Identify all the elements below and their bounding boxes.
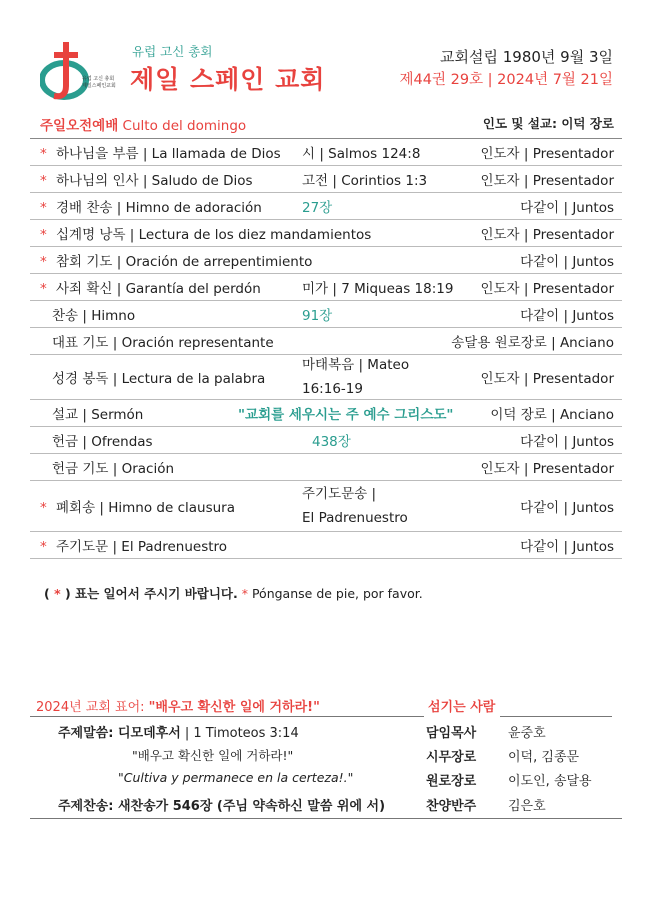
table-row	[30, 427, 622, 454]
item-leader: 인도자 | Presentador	[480, 173, 614, 189]
item-leader: 인도자 | Presentador	[480, 281, 614, 297]
logo-text: 유럽 고신 총회	[82, 76, 115, 82]
item-leader: 다같이 | Juntos	[520, 308, 614, 324]
theme-verse: 주제말씀: 디모데후서 | 1 Timoteos 3:14	[58, 726, 299, 741]
service-preacher: 인도 및 설교: 이덕 장로	[482, 116, 614, 131]
server-names: 김은호	[508, 799, 546, 814]
item-label: 성경 봉독 | Lectura de la palabra	[52, 371, 266, 387]
table-row	[30, 481, 622, 532]
table-row	[30, 274, 622, 301]
service-title-ko: 주일오전예배	[40, 118, 119, 134]
church-logo	[40, 40, 120, 102]
table-row	[30, 400, 622, 427]
item-leader: 다같이 | Juntos	[520, 254, 614, 270]
divider	[30, 716, 424, 717]
theme-quote-ko: "배우고 확신한 일에 거하라!"	[132, 748, 294, 763]
server-names: 이도인, 송달용	[508, 774, 592, 789]
table-row	[30, 301, 622, 328]
item-label: 하나님의 인사 | Saludo de Dios	[56, 173, 253, 189]
sermon-title: "교회를 세우시는 주 예수 그리스도"	[238, 407, 454, 423]
item-label: 주기도문 | El Padrenuestro	[56, 539, 228, 555]
service-header	[30, 112, 622, 136]
item-leader: 다같이 | Juntos	[520, 539, 614, 555]
issue-number: 제44권 29호 | 2024년 7월 21일	[399, 72, 613, 88]
item-reference: 91장	[302, 308, 333, 324]
item-leader: 다같이 | Juntos	[520, 500, 614, 516]
stand-marker: *	[40, 146, 47, 162]
item-leader: 이덕 장로 | Anciano	[490, 407, 614, 423]
item-label: 헌금 기도 | Oración	[52, 461, 175, 477]
svg-text:제일스페인교회: 제일스페인교회	[82, 83, 116, 89]
stand-marker: *	[40, 227, 47, 243]
table-row	[30, 355, 622, 400]
church-name: 제일 스페인 교회	[130, 65, 326, 94]
item-leader: 다같이 | Juntos	[520, 200, 614, 216]
org-name: 유럽 고신 총회	[132, 44, 213, 59]
table-row	[30, 220, 622, 247]
service-title	[40, 114, 246, 134]
item-leader: 다같이 | Juntos	[520, 434, 614, 450]
stand-marker: *	[40, 500, 47, 516]
item-reference: 시 | Salmos 124:8	[302, 146, 421, 162]
server-role: 원로장로	[426, 774, 477, 789]
item-label: 경배 찬송 | Himno de adoración	[56, 200, 262, 216]
servers-title: 섬기는 사람	[428, 700, 496, 715]
stand-marker: *	[40, 200, 47, 216]
server-role: 시무장로	[426, 750, 477, 765]
standing-note: ( * ) 표는 일어서 주시기 바랍니다. * Pónganse de pie, por favor.	[44, 586, 423, 601]
server-role: 담임목사	[426, 726, 477, 741]
table-row	[30, 193, 622, 220]
item-label: 찬송 | Himno	[52, 308, 136, 324]
table-row	[30, 247, 622, 274]
item-reference: 고전 | Corintios 1:3	[302, 173, 428, 189]
item-leader: 인도자 | Presentador	[480, 371, 614, 387]
table-row	[30, 139, 622, 166]
item-leader: 송달용 원로장로 | Anciano	[451, 335, 614, 351]
service-title-es: Culto del domingo	[122, 118, 247, 134]
item-label: 설교 | Sermón	[52, 407, 144, 423]
item-leader: 인도자 | Presentador	[480, 227, 614, 243]
stand-marker: *	[40, 254, 47, 270]
item-label: 참회 기도 | Oración de arrepentimiento	[56, 254, 313, 270]
table-row	[30, 454, 622, 481]
item-reference: 27장	[302, 200, 333, 216]
table-row	[30, 166, 622, 193]
stand-marker: *	[40, 539, 47, 555]
church-motto: 2024년 교회 표어: "배우고 확신한 일에 거하라!"	[36, 700, 320, 715]
item-label: 십계명 낭독 | Lectura de los diez mandamientos	[56, 227, 372, 243]
item-reference: 438장	[312, 434, 351, 450]
item-label: 하나님을 부름 | La llamada de Dios	[56, 146, 281, 162]
item-reference: 주기도문송 | El Padrenuestro	[302, 486, 408, 526]
stand-marker: *	[40, 281, 47, 297]
item-label: 대표 기도 | Oración representante	[52, 335, 274, 351]
item-label: 폐회송 | Himno de clausura	[56, 500, 235, 516]
item-reference: 미가 | 7 Miqueas 18:19	[302, 281, 454, 297]
order-of-service	[30, 138, 622, 559]
table-row	[30, 532, 622, 559]
table-row	[30, 328, 622, 355]
item-leader: 인도자 | Presentador	[480, 461, 614, 477]
divider	[500, 716, 612, 717]
theme-hymn: 주제찬송: 새찬송가 546장 (주님 약속하신 말씀 위에 서)	[58, 799, 386, 814]
server-names: 윤중호	[508, 726, 546, 741]
server-role: 찬양반주	[426, 799, 477, 814]
server-names: 이덕, 김종문	[508, 750, 580, 765]
item-label: 헌금 | Ofrendas	[52, 434, 153, 450]
founded-date: 교회설립 1980년 9월 3일	[440, 48, 613, 66]
divider	[30, 818, 622, 819]
item-label: 사죄 확신 | Garantía del perdón	[56, 281, 261, 297]
item-reference: 마태복음 | Mateo 16:16-19	[302, 357, 410, 397]
theme-quote-es: "Cultiva y permanece en la certeza!."	[118, 770, 354, 785]
stand-marker: *	[40, 173, 47, 189]
item-leader: 인도자 | Presentador	[480, 146, 614, 162]
